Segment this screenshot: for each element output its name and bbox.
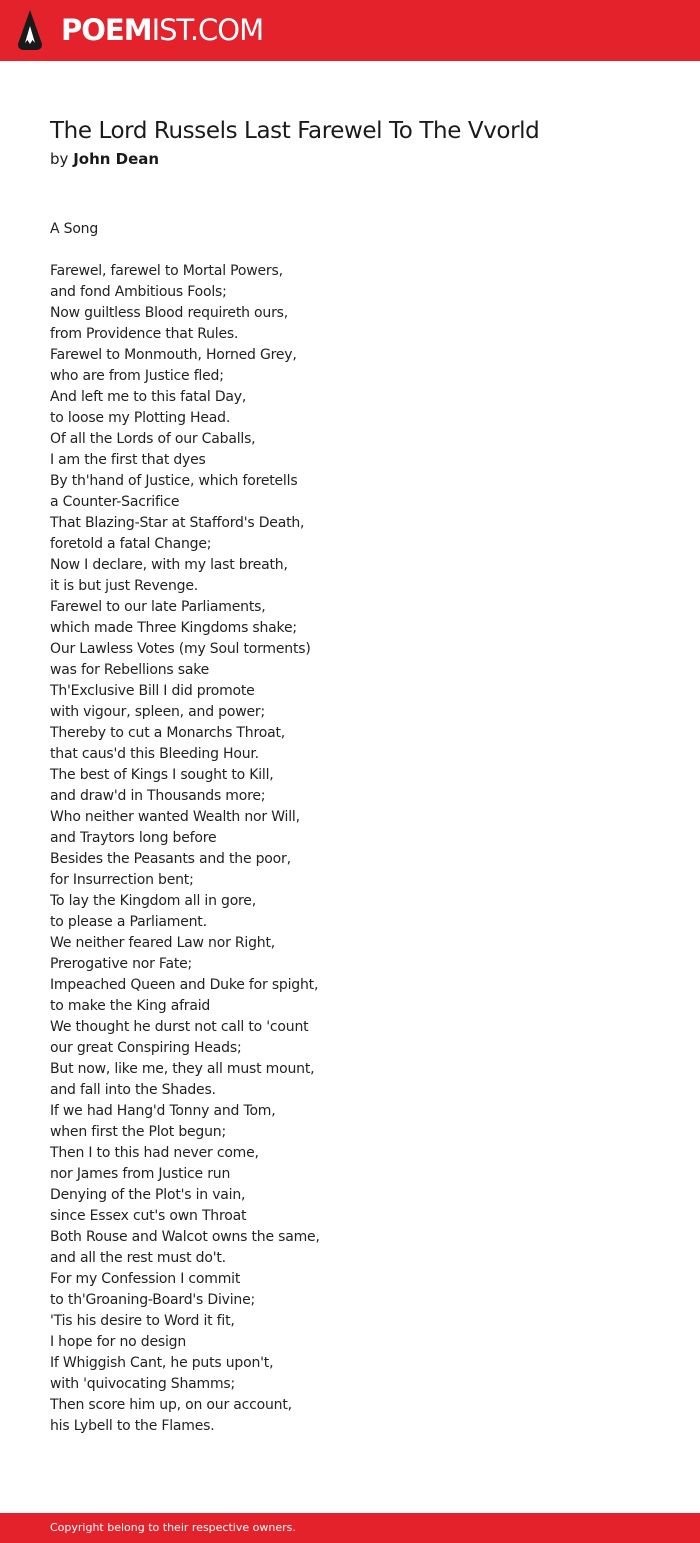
poem-line: Farewel to our late Parliaments, [50,599,266,615]
stanza-gap [50,240,650,261]
copyright-text: Copyright belong to their respective owners. [50,1521,296,1534]
poem-line: and draw'd in Thousands more; [50,788,266,804]
poem-line: Our Lawless Votes (my Soul torments) [50,641,311,657]
poem-body [50,219,650,1437]
poem-line: and all the rest must do't. [50,1250,226,1266]
poem-line: with vigour, spleen, and power; [50,704,265,720]
poem-line: to loose my Plotting Head. [50,410,231,426]
poem-line: who are from Justice fled; [50,368,224,384]
poem-line: If we had Hang'd Tonny and Tom, [50,1103,276,1119]
poem-line: to th'Groaning-Board's Divine; [50,1292,256,1308]
poem-line: to make the King afraid [50,998,211,1014]
poem-line: Who neither wanted Wealth nor Will, [50,809,300,825]
poem-title: The Lord Russels Last Farewel To The Vvorld [50,118,540,144]
poem-line: our great Conspiring Heads; [50,1040,242,1056]
poem-line: If Whiggish Cant, he puts upon't, [50,1355,274,1371]
poem-line: Farewel, farewel to Mortal Powers, [50,263,283,279]
byline-prefix: by [50,150,69,168]
poem-line: since Essex cut's own Throat [50,1208,247,1224]
poem-line: foretold a fatal Change; [50,536,212,552]
poem-line: I am the first that dyes [50,452,206,468]
poem-line: from Providence that Rules. [50,326,239,342]
poem-line: I hope for no design [50,1334,187,1350]
site-footer [0,1513,700,1543]
poem-line: was for Rebellions sake [50,662,210,678]
poem-line: a Counter-Sacrifice [50,494,180,510]
poem-line: Of all the Lords of our Caballs, [50,431,256,447]
poem-line: Both Rouse and Walcot owns the same, [50,1229,320,1245]
poem-line: Then score him up, on our account, [50,1397,292,1413]
site-header [0,0,700,61]
poem-line: That Blazing-Star at Stafford's Death, [50,515,305,531]
author-name: John Dean [73,150,160,168]
poem-line: Thereby to cut a Monarchs Throat, [50,725,285,741]
poem-line: Th'Exclusive Bill I did promote [50,683,255,699]
poem-line: 'Tis his desire to Word it fit, [50,1313,235,1329]
byline [50,148,159,170]
poem-line: which made Three Kingdoms shake; [50,620,297,636]
poem-line: We neither feared Law nor Right, [50,935,276,951]
poem-line: to please a Parliament. [50,914,207,930]
poem-line: Besides the Peasants and the poor, [50,851,291,867]
poem-line: Farewel to Monmouth, Horned Grey, [50,347,297,363]
poem-line: For my Confession I commit [50,1271,241,1287]
poem-line: when first the Plot begun; [50,1124,226,1140]
poem-line: To lay the Kingdom all in gore, [50,893,256,909]
poem-line: By th'hand of Justice, which foretells [50,473,298,489]
poem-line: it is but just Revenge. [50,578,198,594]
poem-line: and fall into the Shades. [50,1082,216,1098]
poem-line: Now I declare, with my last breath, [50,557,288,573]
poem-line: nor James from Justice run [50,1166,231,1182]
logo-text-bold: POEM [61,13,152,47]
poem-line: Impeached Queen and Duke for spight, [50,977,319,993]
site-logo[interactable] [61,9,263,51]
logo-text-light: IST.COM [151,13,264,47]
poem-subtitle: A Song [50,221,99,237]
poem-line: Denying of the Plot's in vain, [50,1187,246,1203]
poem-line: But now, like me, they all must mount, [50,1061,315,1077]
poem-line: And left me to this fatal Day, [50,389,247,405]
poem-line: and Traytors long before [50,830,217,846]
poem-line: Then I to this had never come, [50,1145,259,1161]
poem-line: Prerogative nor Fate; [50,956,193,972]
pen-nib-icon[interactable] [16,9,44,51]
poem-line: and fond Ambitious Fools; [50,284,227,300]
poem-line: with 'quivocating Shamms; [50,1376,235,1392]
poem-line: We thought he durst not call to 'count [50,1019,309,1035]
poem-line: Now guiltless Blood requireth ours, [50,305,288,321]
poem-line: The best of Kings I sought to Kill, [50,767,274,783]
poem-line: that caus'd this Bleeding Hour. [50,746,259,762]
poem-line: his Lybell to the Flames. [50,1418,215,1434]
poem-line: for Insurrection bent; [50,872,194,888]
